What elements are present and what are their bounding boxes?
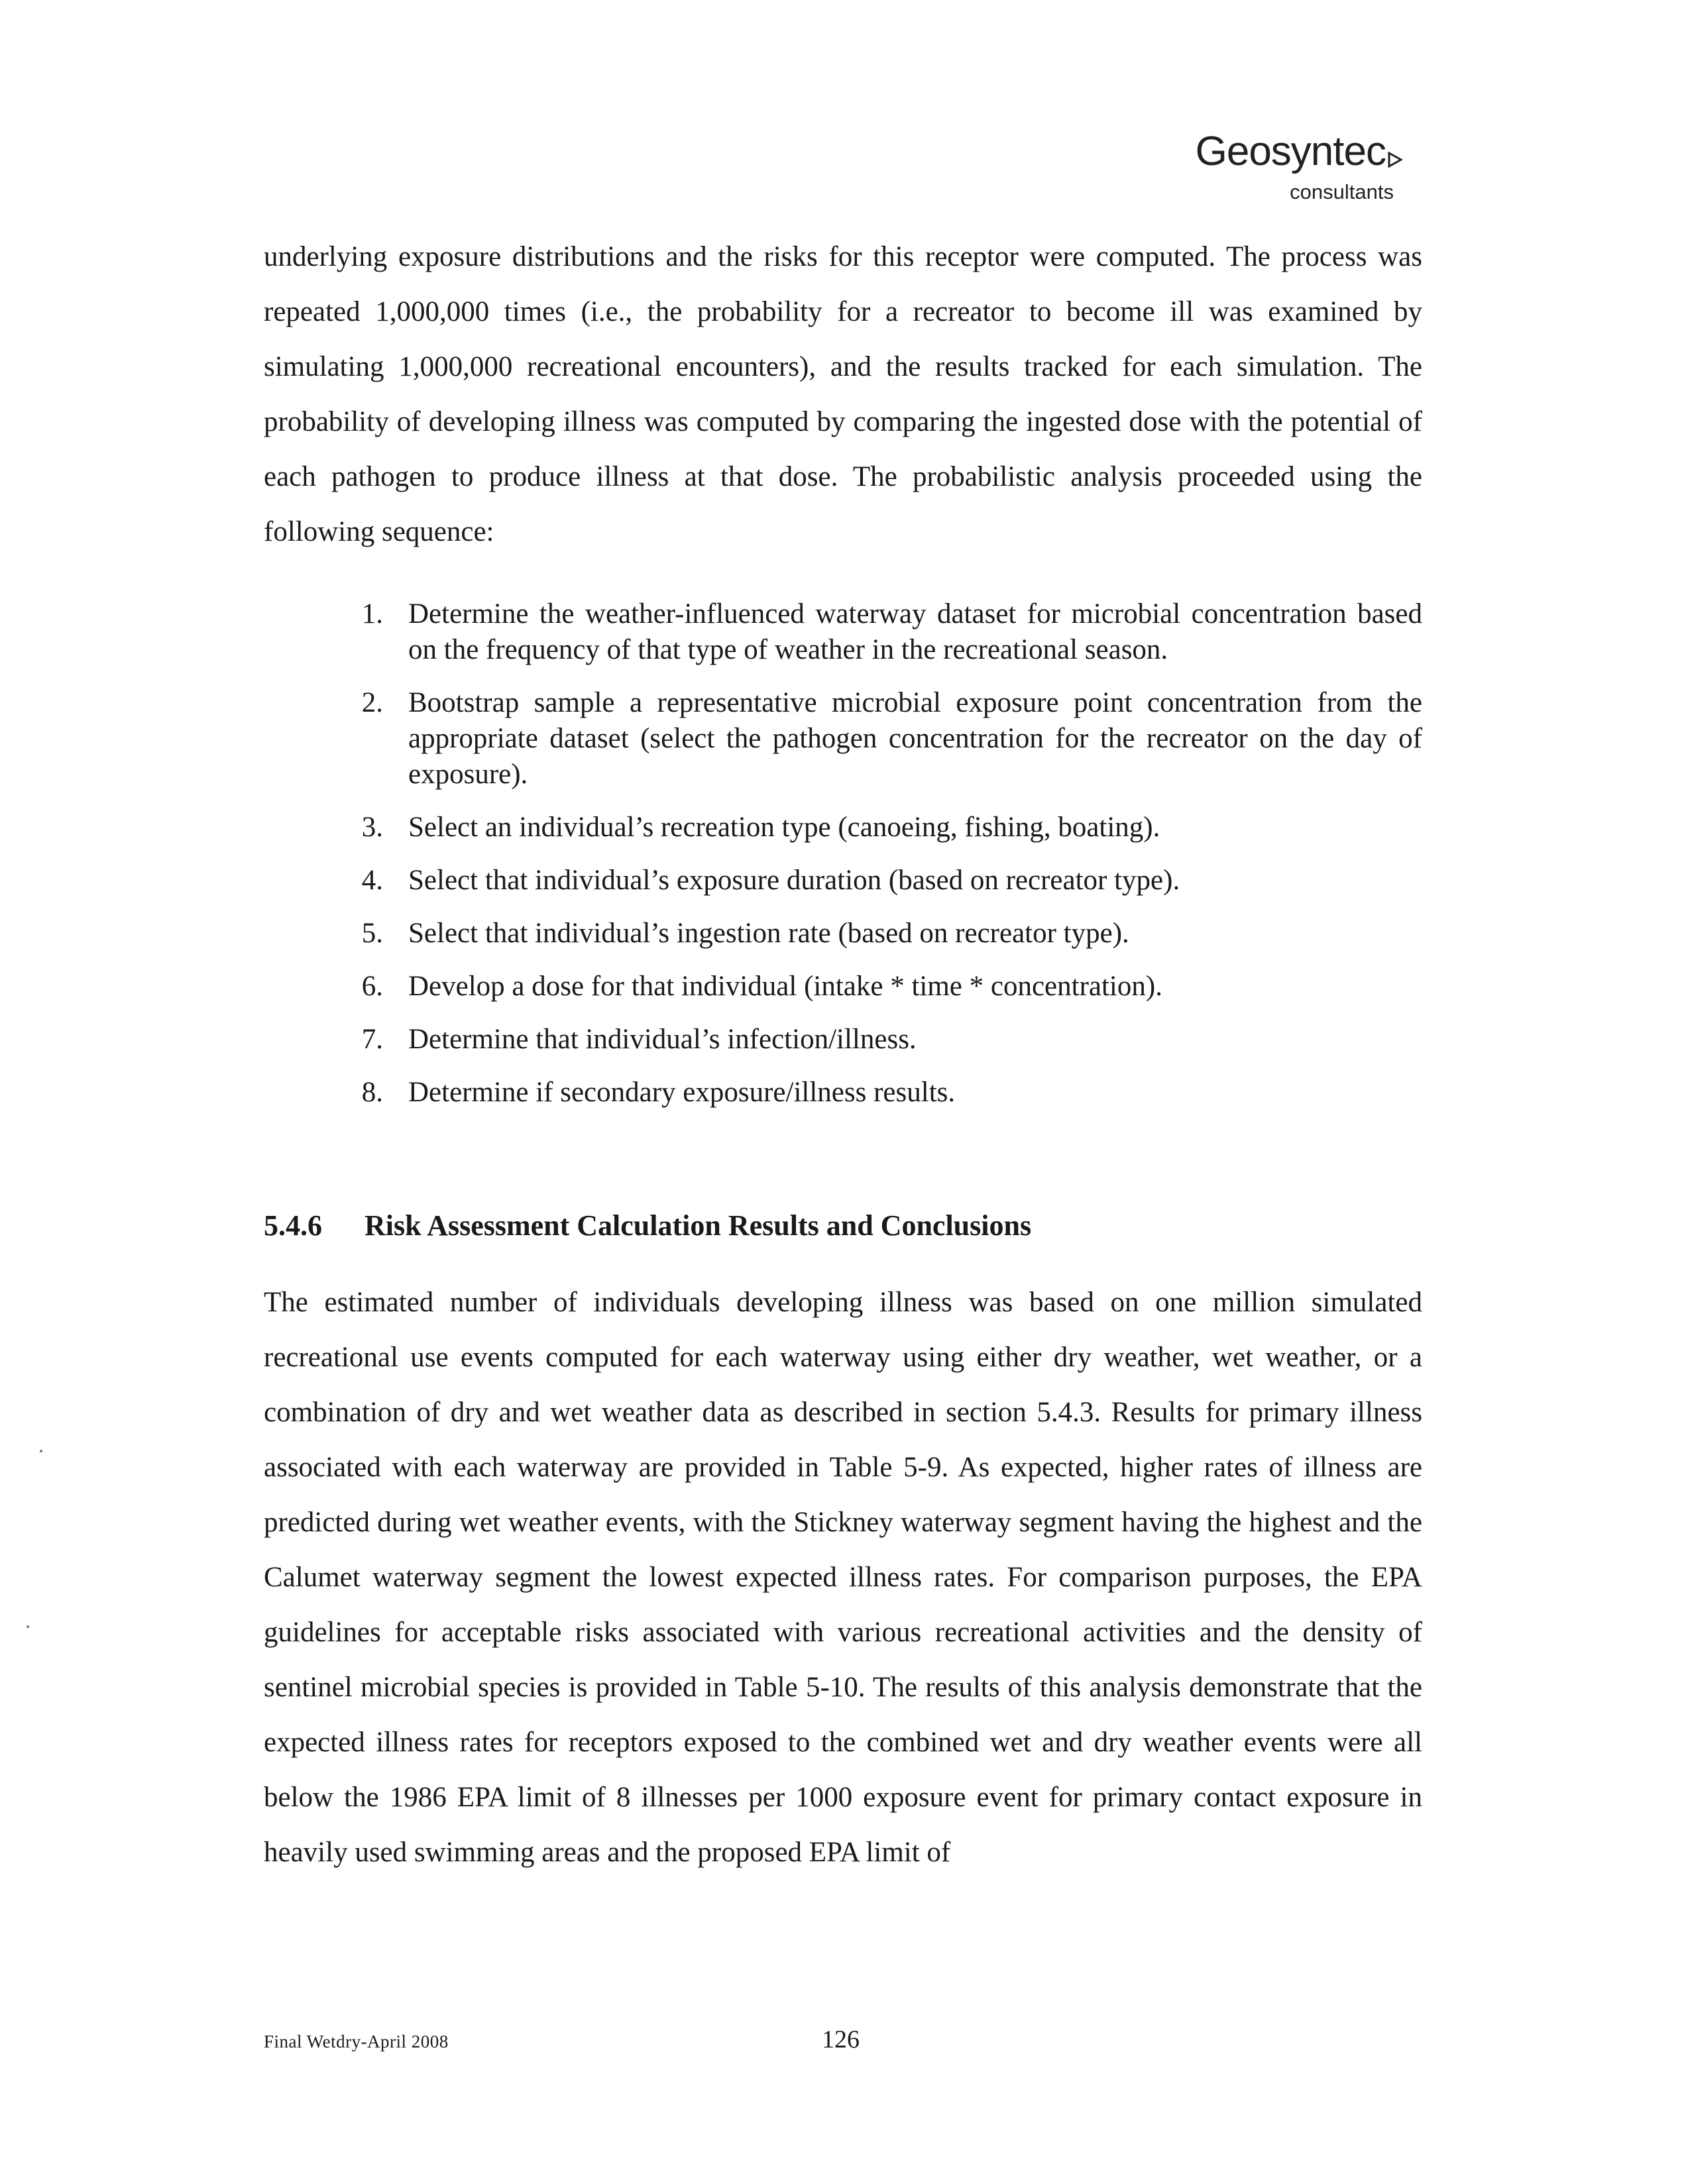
list-item-number: 1. [361, 598, 383, 629]
list-item-number: 3. [361, 812, 383, 843]
section-heading [264, 1206, 1031, 1246]
scan-speck [40, 1450, 42, 1452]
list-item-number: 7. [361, 1024, 383, 1055]
section-title: Risk Assessment Calculation Results and Conclusions [365, 1209, 1032, 1242]
list-item-text: Select an individual’s recreation type (canoeing, fishing, boating). [408, 812, 1160, 843]
list-item-number: 5. [361, 918, 383, 949]
list-item-text: Select that individual’s exposure duration (based on recreator type). [408, 865, 1180, 896]
list-item [343, 1075, 1422, 1111]
list-item [343, 810, 1422, 846]
scan-speck [27, 1625, 29, 1628]
list-item-text: Bootstrap sample a representative microbial exposure point concentration from the appropriate dataset (select the pathogen concentration for the recreator on the day of exposure). [408, 687, 1422, 790]
list-item-number: 6. [361, 971, 383, 1002]
footer-document-name: Final Wetdry-April 2008 [264, 2032, 449, 2051]
company-logo [1196, 131, 1403, 204]
list-item [343, 596, 1422, 668]
body-paragraph-results: The estimated number of individuals developing illness was based on one million simulated recreational use events computed for each waterway using either dry weather, wet weather, or a combination of dry and wet weather data as described in section 5.4.3. Results for primary illness associated with each waterway are provided in Table 5-9. As expected, higher rates of illness are predicted during wet weather events, with the Stickney waterway segment having the highest and the Calumet waterway segment the lowest expected illness rates. For comparison purposes, the EPA guidelines for acceptable risks associated with various recreational activities and the density of sentinel microbial species is provided in Table 5-10. The results of this analysis demonstrate that the expected illness rates for receptors exposed to the combined wet and dry weather events were all below the 1986 EPA limit of 8 illnesses per 1000 exposure event for primary contact exposure in heavily used swimming areas and the proposed EPA limit of [264, 1287, 1422, 1868]
triangle-outline-icon [1387, 134, 1403, 175]
list-item [343, 916, 1422, 952]
list-item [343, 863, 1422, 899]
list-item-text: Develop a dose for that individual (intake * time * concentration). [408, 971, 1162, 1002]
analysis-sequence-list [343, 596, 1422, 1128]
list-item-text: Determine the weather-influenced waterway dataset for microbial concentration based on the frequency of that type of weather in the recreational season. [408, 598, 1422, 665]
section-number: 5.4.6 [264, 1209, 322, 1242]
list-item-number: 8. [361, 1077, 383, 1108]
list-item-text: Determine that individual’s infection/illness. [408, 1024, 917, 1055]
logo-subtitle: consultants [1290, 180, 1394, 203]
list-item-number: 2. [361, 687, 383, 718]
list-item-text: Select that individual’s ingestion rate (based on recreator type). [408, 918, 1129, 949]
list-item-text: Determine if secondary exposure/illness results. [408, 1077, 956, 1108]
page-number: 126 [822, 2026, 860, 2053]
logo-name: Geosyntec [1195, 129, 1386, 174]
body-paragraph-intro: underlying exposure distributions and the risks for this receptor were computed. The process was repeated 1,000,000 times (i.e., the probability for a recreator to become ill was examined by simulating 1,000,000 recreational encounters), and the results tracked for each simulation. The probability of developing illness was computed by comparing the ingested dose with the potential of each pathogen to produce illness at that dose. The probabilistic analysis proceeded using the following sequence: [264, 241, 1422, 547]
list-item [343, 685, 1422, 792]
list-item [343, 969, 1422, 1005]
list-item [343, 1022, 1422, 1058]
list-item-number: 4. [361, 865, 383, 896]
